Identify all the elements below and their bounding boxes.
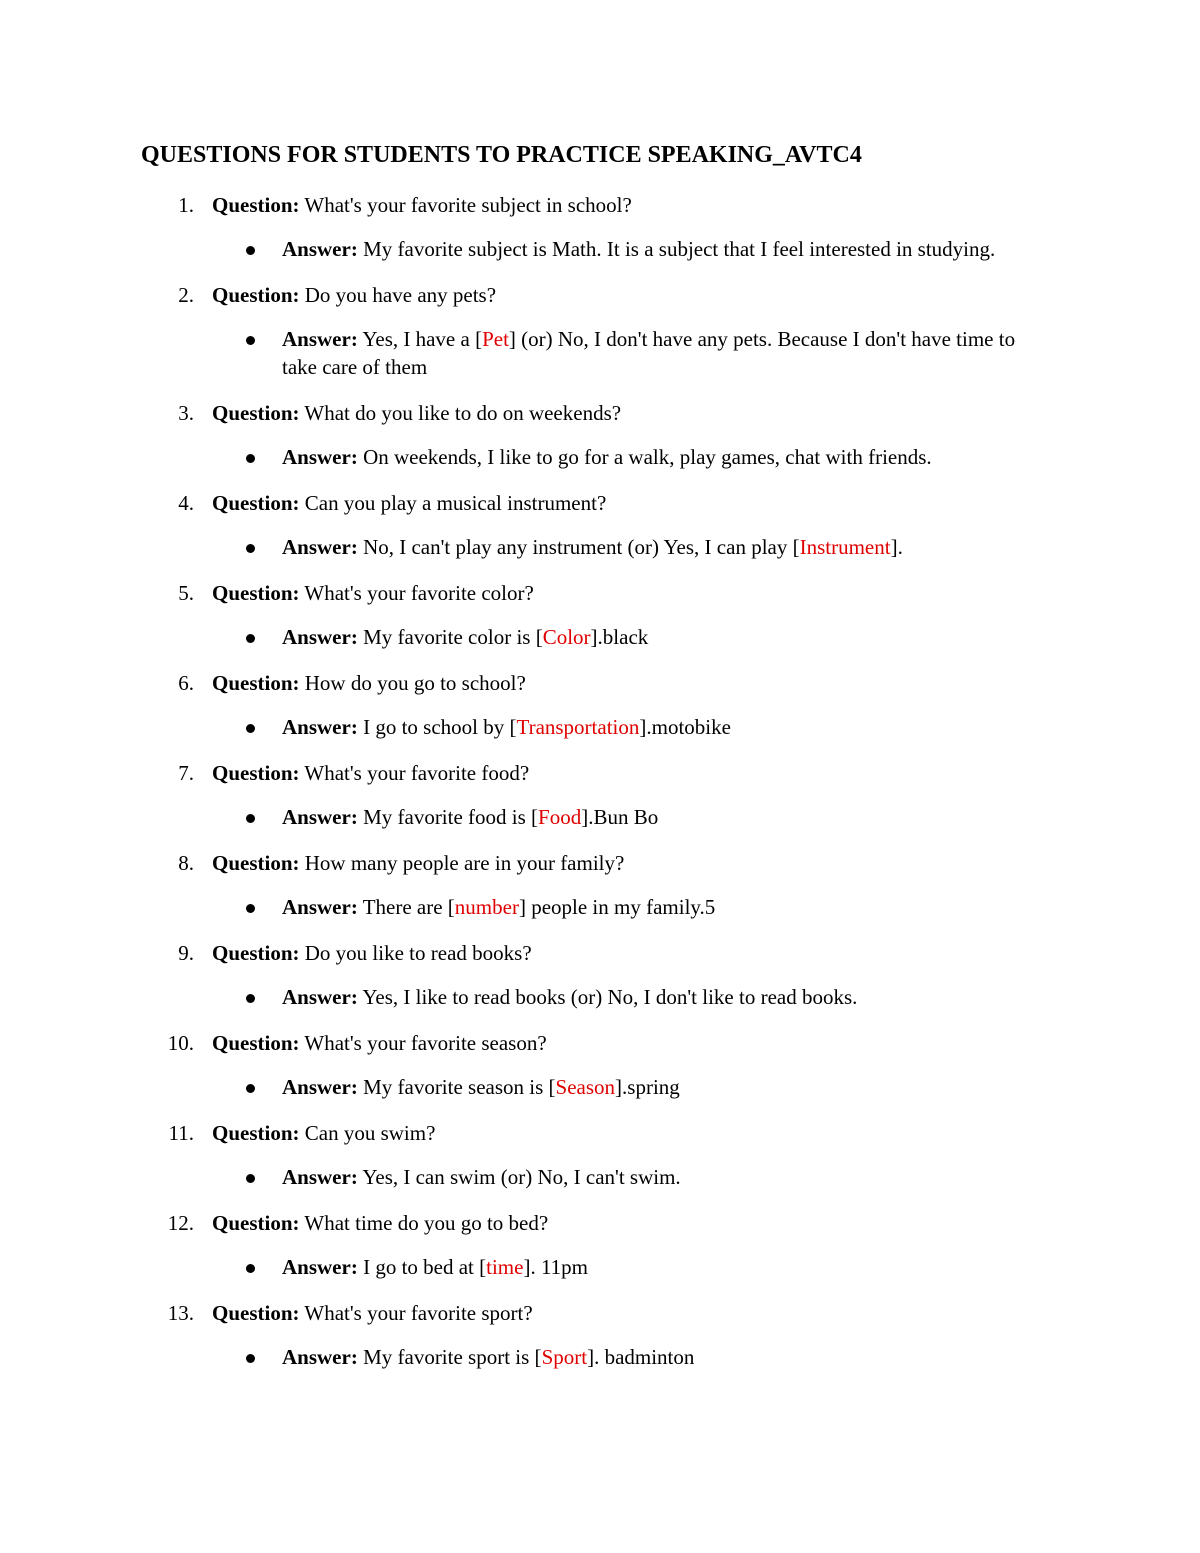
- question-label: Question:: [212, 941, 300, 965]
- question-item: [0, 1118, 1200, 1191]
- answer-text: No, I can't play any instrument (or) Yes, I can play [: [363, 535, 800, 559]
- answer-placeholder: Instrument: [799, 535, 891, 559]
- question-body: What's your favorite food?: [304, 761, 530, 785]
- answer-line: [0, 1343, 1200, 1371]
- question-text: [212, 1208, 548, 1238]
- question-number: 8.: [178, 851, 194, 875]
- question-item: [0, 938, 1200, 1011]
- answer-label: Answer:: [282, 237, 358, 261]
- question-body: What's your favorite season?: [304, 1031, 547, 1055]
- question-body: Can you play a musical instrument?: [304, 491, 607, 515]
- question-text: [212, 938, 532, 968]
- answer-placeholder: Transportation: [516, 715, 640, 739]
- question-line: [0, 758, 1200, 803]
- question-item: [0, 848, 1200, 921]
- question-number: 9.: [178, 941, 194, 965]
- question-number: 12.: [167, 1211, 194, 1235]
- answer-label: Answer:: [282, 805, 358, 829]
- answer-label: Answer:: [282, 715, 358, 739]
- question-body: Do you like to read books?: [304, 941, 532, 965]
- answer-text: ] (or) No, I don't have any pets. Because I don't have time to take care of them: [282, 327, 1016, 379]
- question-number: 5.: [178, 581, 194, 605]
- document-title: QUESTIONS FOR STUDENTS TO PRACTICE SPEAKING_AVTC4: [141, 142, 862, 168]
- question-item: [0, 280, 1200, 381]
- question-text: [212, 1118, 435, 1148]
- question-item: [0, 190, 1200, 263]
- answer-label: Answer:: [282, 327, 358, 351]
- question-text: [212, 668, 526, 698]
- answer-text: I go to school by [: [363, 715, 517, 739]
- question-item: [0, 398, 1200, 471]
- question-text: [212, 848, 624, 878]
- bullet-icon: [246, 1174, 255, 1183]
- answer-label: Answer:: [282, 985, 358, 1009]
- question-item: [0, 1208, 1200, 1281]
- question-item: [0, 758, 1200, 831]
- question-label: Question:: [212, 1301, 300, 1325]
- answer-placeholder: Season: [555, 1075, 616, 1099]
- question-number: 2.: [178, 283, 194, 307]
- question-body: What's your favorite color?: [304, 581, 534, 605]
- question-line: [0, 488, 1200, 533]
- question-label: Question:: [212, 1031, 300, 1055]
- question-body: Do you have any pets?: [304, 283, 497, 307]
- answer-placeholder: time: [486, 1255, 524, 1279]
- answer-text: ]. 11pm: [523, 1255, 589, 1279]
- question-body: What do you like to do on weekends?: [304, 401, 622, 425]
- bullet-icon: [246, 544, 255, 553]
- question-body: How many people are in your family?: [304, 851, 625, 875]
- answer-line: [0, 235, 1200, 263]
- question-label: Question:: [212, 401, 300, 425]
- question-item: [0, 1028, 1200, 1101]
- question-label: Question:: [212, 1121, 300, 1145]
- answer-line: [0, 983, 1200, 1011]
- question-text: [212, 398, 621, 428]
- question-number: 10.: [167, 1031, 194, 1055]
- answer-text: ] people in my family.5: [518, 895, 716, 919]
- question-number: 6.: [178, 671, 194, 695]
- question-line: [0, 1028, 1200, 1073]
- answer-line: [0, 803, 1200, 831]
- question-item: [0, 1298, 1200, 1371]
- answer-text: ]. badminton: [587, 1345, 695, 1369]
- question-number: 1.: [178, 193, 194, 217]
- answer-label: Answer:: [282, 1345, 358, 1369]
- question-body: Can you swim?: [304, 1121, 436, 1145]
- answer-placeholder: number: [454, 895, 519, 919]
- question-label: Question:: [212, 671, 300, 695]
- bullet-icon: [246, 454, 255, 463]
- answer-label: Answer:: [282, 1165, 358, 1189]
- question-body: What's your favorite sport?: [304, 1301, 533, 1325]
- question-line: [0, 190, 1200, 235]
- question-line: [0, 1118, 1200, 1163]
- bullet-icon: [246, 1084, 255, 1093]
- answer-line: [0, 533, 1200, 561]
- question-number: 13.: [167, 1301, 194, 1325]
- bullet-icon: [246, 994, 255, 1003]
- answer-text: My favorite season is [: [363, 1075, 556, 1099]
- answer-line: [0, 1073, 1200, 1101]
- question-label: Question:: [212, 761, 300, 785]
- answer-line: [0, 325, 1200, 381]
- question-item: [0, 668, 1200, 741]
- answer-text: My favorite subject is Math. It is a subject that I feel interested in studying.: [363, 237, 996, 261]
- question-line: [0, 398, 1200, 443]
- bullet-icon: [246, 724, 255, 733]
- question-line: [0, 1208, 1200, 1253]
- question-line: [0, 578, 1200, 623]
- answer-line: [0, 443, 1200, 471]
- question-number: 4.: [178, 491, 194, 515]
- answer-placeholder: Pet: [482, 327, 509, 351]
- bullet-icon: [246, 814, 255, 823]
- question-label: Question:: [212, 581, 300, 605]
- bullet-icon: [246, 904, 255, 913]
- answer-line: [0, 713, 1200, 741]
- bullet-icon: [246, 634, 255, 643]
- answer-text: ].: [890, 535, 903, 559]
- answer-placeholder: Sport: [541, 1345, 588, 1369]
- answer-placeholder: Color: [542, 625, 591, 649]
- question-line: [0, 668, 1200, 713]
- bullet-icon: [246, 336, 255, 345]
- answer-text: ].Bun Bo: [581, 805, 659, 829]
- question-label: Question:: [212, 283, 300, 307]
- question-label: Question:: [212, 1211, 300, 1235]
- question-line: [0, 938, 1200, 983]
- bullet-icon: [246, 1264, 255, 1273]
- question-text: [212, 280, 496, 310]
- question-line: [0, 1298, 1200, 1343]
- answer-placeholder: Food: [538, 805, 582, 829]
- bullet-icon: [246, 1354, 255, 1363]
- question-label: Question:: [212, 193, 300, 217]
- answer-text: There are [: [362, 895, 455, 919]
- question-text: [212, 488, 606, 518]
- question-text: [212, 1028, 547, 1058]
- answer-line: [0, 623, 1200, 651]
- question-text: [212, 758, 529, 788]
- question-item: [0, 488, 1200, 561]
- answer-line: [0, 1163, 1200, 1191]
- answer-text: On weekends, I like to go for a walk, play games, chat with friends.: [363, 445, 932, 469]
- question-text: [212, 1298, 533, 1328]
- question-body: How do you go to school?: [304, 671, 526, 695]
- question-list: [0, 190, 1200, 1388]
- answer-text: My favorite color is [: [363, 625, 543, 649]
- answer-text: Yes, I like to read books (or) No, I don't like to read books.: [362, 985, 858, 1009]
- answer-text: My favorite food is [: [363, 805, 539, 829]
- bullet-icon: [246, 246, 255, 255]
- question-label: Question:: [212, 851, 300, 875]
- answer-label: Answer:: [282, 625, 358, 649]
- question-body: What time do you go to bed?: [304, 1211, 549, 1235]
- question-label: Question:: [212, 491, 300, 515]
- question-line: [0, 280, 1200, 325]
- answer-text: My favorite sport is [: [363, 1345, 542, 1369]
- answer-text: ].spring: [615, 1075, 680, 1099]
- answer-label: Answer:: [282, 1075, 358, 1099]
- question-body: What's your favorite subject in school?: [304, 193, 632, 217]
- answer-line: [0, 893, 1200, 921]
- answer-label: Answer:: [282, 535, 358, 559]
- question-text: [212, 578, 534, 608]
- answer-label: Answer:: [282, 895, 358, 919]
- answer-label: Answer:: [282, 445, 358, 469]
- question-number: 11.: [168, 1121, 194, 1145]
- answer-text: ].motobike: [639, 715, 731, 739]
- answer-text: Yes, I can swim (or) No, I can't swim.: [362, 1165, 681, 1189]
- answer-line: [0, 1253, 1200, 1281]
- answer-text: ].black: [590, 625, 649, 649]
- question-line: [0, 848, 1200, 893]
- question-number: 3.: [178, 401, 194, 425]
- answer-label: Answer:: [282, 1255, 358, 1279]
- question-number: 7.: [178, 761, 194, 785]
- answer-text: I go to bed at [: [363, 1255, 487, 1279]
- question-item: [0, 578, 1200, 651]
- answer-text: Yes, I have a [: [362, 327, 483, 351]
- question-text: [212, 190, 632, 220]
